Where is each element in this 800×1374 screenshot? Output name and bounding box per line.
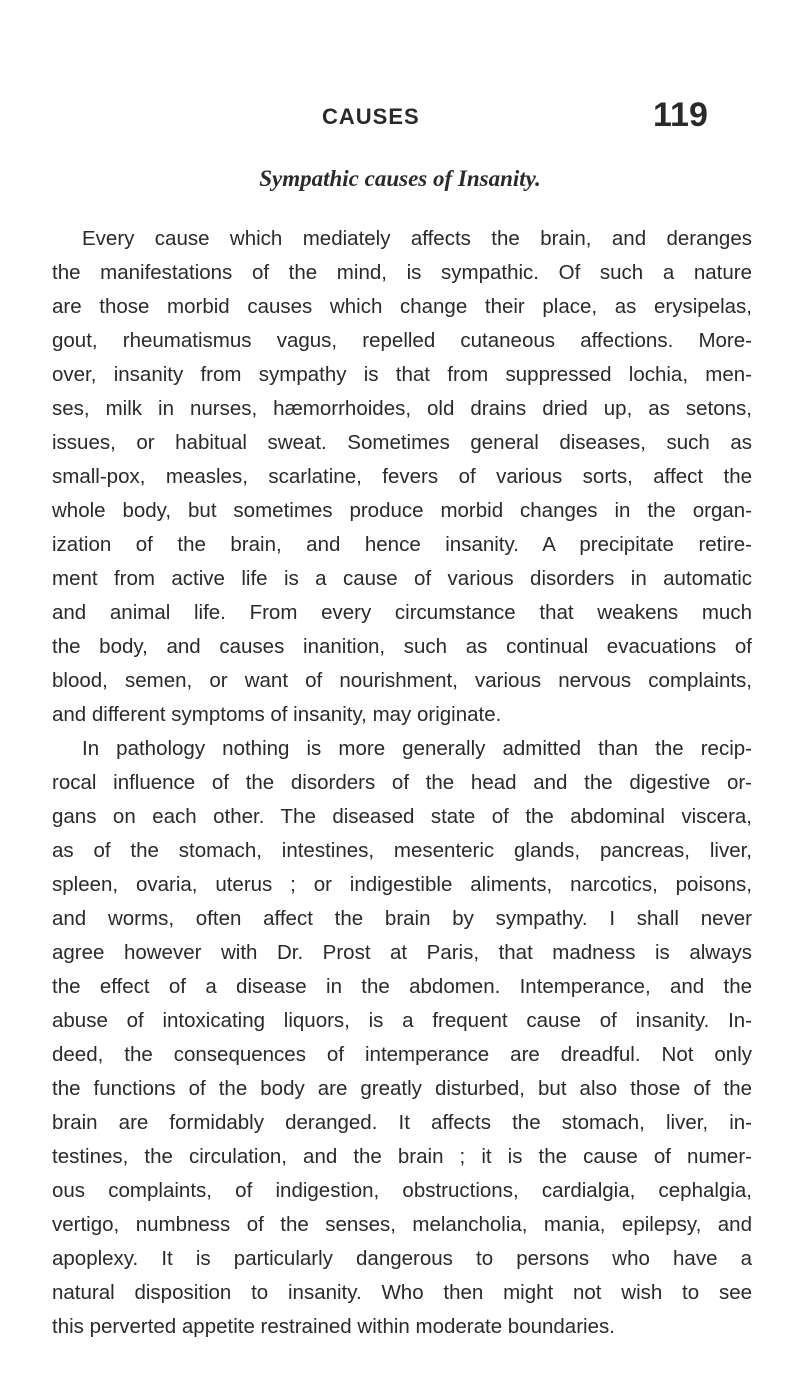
- body-text: [52, 222, 752, 1344]
- text-line: whole body, but sometimes produce morbid changes in the organ-: [52, 499, 752, 522]
- text-line: and animal life. From every circumstance that weakens much: [52, 601, 752, 624]
- text-line: issues, or habitual sweat. Sometimes general diseases, such as: [52, 431, 752, 454]
- text-line: over, insanity from sympathy is that from suppressed lochia, men-: [52, 363, 752, 386]
- text-line: spleen, ovaria, uterus ; or indigestible aliments, narcotics, poisons,: [52, 873, 752, 896]
- text-line: the functions of the body are greatly disturbed, but also those of the: [52, 1077, 752, 1100]
- text-line: small-pox, measles, scarlatine, fevers of various sorts, affect the: [52, 465, 752, 488]
- page-number: 119: [653, 96, 708, 134]
- text-line: and worms, often affect the brain by sympathy. I shall never: [52, 907, 752, 930]
- text-line: In pathology nothing is more generally admitted than the recip-: [82, 737, 752, 760]
- text-line: the body, and causes inanition, such as continual evacuations of: [52, 635, 752, 658]
- text-line: blood, semen, or want of nourishment, various nervous complaints,: [52, 669, 752, 692]
- text-line: gout, rheumatismus vagus, repelled cutaneous affections. More-: [52, 329, 752, 352]
- text-line: are those morbid causes which change their place, as erysipelas,: [52, 295, 752, 318]
- running-head: [0, 96, 800, 136]
- running-title: CAUSES: [322, 104, 420, 129]
- text-line: ization of the brain, and hence insanity. A precipitate retire-: [52, 533, 752, 556]
- text-line: Every cause which mediately affects the brain, and deranges: [82, 227, 752, 250]
- text-line: agree however with Dr. Prost at Paris, that madness is always: [52, 941, 752, 964]
- text-line: the manifestations of the mind, is sympathic. Of such a nature: [52, 261, 752, 284]
- text-line: ses, milk in nurses, hæmorrhoides, old drains dried up, as setons,: [52, 397, 752, 420]
- text-line: and different symptoms of insanity, may originate.: [52, 703, 502, 726]
- text-line: ous complaints, of indigestion, obstructions, cardialgia, cephalgia,: [52, 1179, 752, 1202]
- text-line: this perverted appetite restrained within moderate boundaries.: [52, 1315, 615, 1338]
- text-line: rocal influence of the disorders of the head and the digestive or-: [52, 771, 752, 794]
- text-line: testines, the circulation, and the brain ; it is the cause of numer-: [52, 1145, 752, 1168]
- text-line: apoplexy. It is particularly dangerous to persons who have a: [52, 1247, 752, 1270]
- text-line: natural disposition to insanity. Who then might not wish to see: [52, 1281, 752, 1304]
- text-line: vertigo, numbness of the senses, melancholia, mania, epilepsy, and: [52, 1213, 752, 1236]
- text-line: deed, the consequences of intemperance are dreadful. Not only: [52, 1043, 752, 1066]
- text-line: brain are formidably deranged. It affects the stomach, liver, in-: [52, 1111, 752, 1134]
- text-line: abuse of intoxicating liquors, is a frequent cause of insanity. In-: [52, 1009, 752, 1032]
- section-title: Sympathic causes of Insanity.: [259, 166, 541, 191]
- text-line: ment from active life is a cause of various disorders in automatic: [52, 567, 752, 590]
- text-line: gans on each other. The diseased state of the abdominal viscera,: [52, 805, 752, 828]
- text-line: as of the stomach, intestines, mesenteric glands, pancreas, liver,: [52, 839, 752, 862]
- text-line: the effect of a disease in the abdomen. Intemperance, and the: [52, 975, 752, 998]
